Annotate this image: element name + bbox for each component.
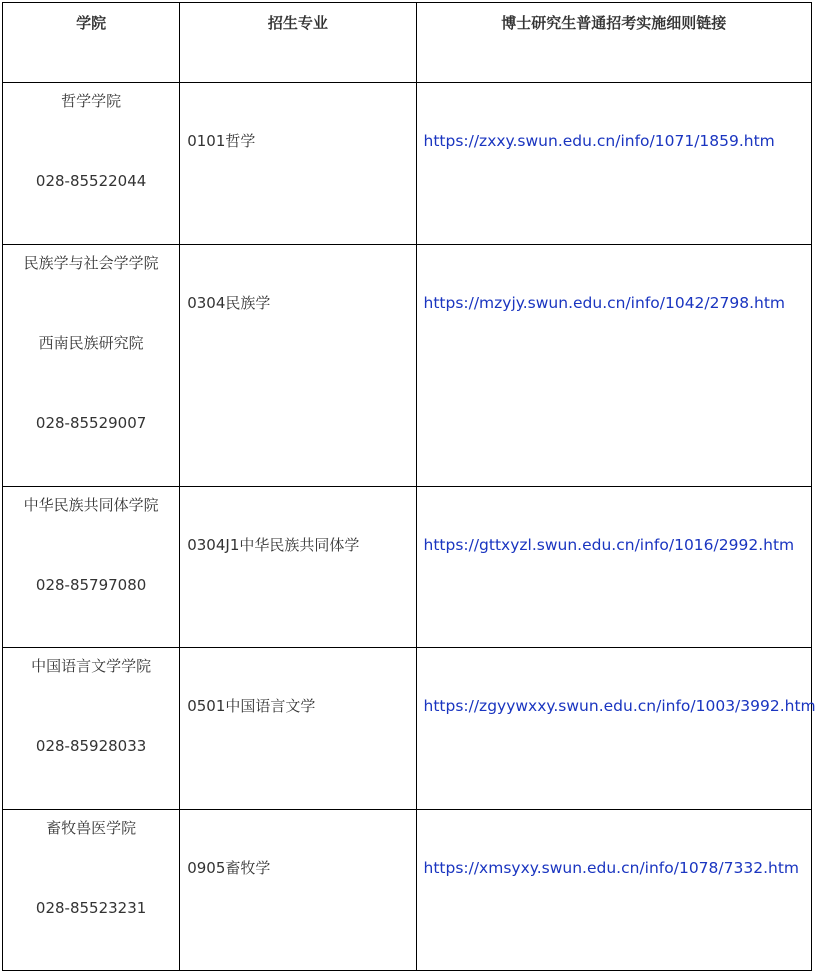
college-cell — [3, 810, 180, 971]
rules-link[interactable]: https://zxxy.swun.edu.cn/info/1071/1859.htm — [423, 132, 775, 150]
college-cell — [3, 487, 180, 648]
link-cell — [416, 810, 812, 971]
college-phone: 028-85797080 — [35, 576, 147, 594]
college-phone: 028-85928033 — [35, 737, 147, 755]
header-link: 博士研究生普通招考实施细则链接 — [416, 3, 812, 83]
link-cell — [416, 83, 812, 245]
institute-name: 西南民族研究院 — [38, 334, 144, 352]
major-name: 0101哲学 — [187, 132, 256, 150]
major-name: 0501中国语言文学 — [187, 697, 316, 715]
rules-link[interactable]: https://zgyywxxy.swun.edu.cn/info/1003/3992.htm — [423, 697, 816, 715]
college-phone: 028-85523231 — [35, 899, 147, 917]
college-name: 民族学与社会学学院 — [23, 254, 159, 272]
table-row — [3, 810, 812, 971]
rules-link[interactable]: https://mzyjy.swun.edu.cn/info/1042/2798.htm — [423, 294, 786, 312]
rules-link[interactable]: https://gttxyzl.swun.edu.cn/info/1016/2992.htm — [423, 536, 795, 554]
table-row — [3, 245, 812, 487]
admissions-table — [2, 2, 816, 971]
major-cell — [180, 487, 416, 648]
college-cell — [3, 648, 180, 810]
college-name: 中国语言文学学院 — [31, 657, 152, 675]
table-row — [3, 83, 812, 245]
table-row — [3, 487, 812, 648]
college-cell — [3, 83, 180, 245]
major-cell — [180, 648, 416, 810]
college-phone: 028-85529007 — [35, 414, 147, 432]
major-name: 0304J1中华民族共同体学 — [187, 536, 360, 554]
college-name: 畜牧兽医学院 — [46, 819, 137, 837]
major-name: 0905畜牧学 — [187, 859, 271, 877]
table-row — [3, 648, 812, 810]
major-cell — [180, 245, 416, 487]
major-cell — [180, 810, 416, 971]
header-college: 学院 — [3, 3, 180, 83]
college-cell — [3, 245, 180, 487]
college-name: 中华民族共同体学院 — [23, 496, 159, 514]
link-cell — [416, 245, 812, 487]
link-cell — [416, 487, 812, 648]
rules-link[interactable]: https://xmsyxy.swun.edu.cn/info/1078/7332.htm — [423, 859, 799, 877]
college-phone: 028-85522044 — [35, 172, 147, 190]
major-name: 0304民族学 — [187, 294, 271, 312]
major-cell — [180, 83, 416, 245]
college-name: 哲学学院 — [61, 92, 122, 110]
header-row — [3, 3, 812, 83]
header-major: 招生专业 — [180, 3, 416, 83]
link-cell — [416, 648, 816, 810]
